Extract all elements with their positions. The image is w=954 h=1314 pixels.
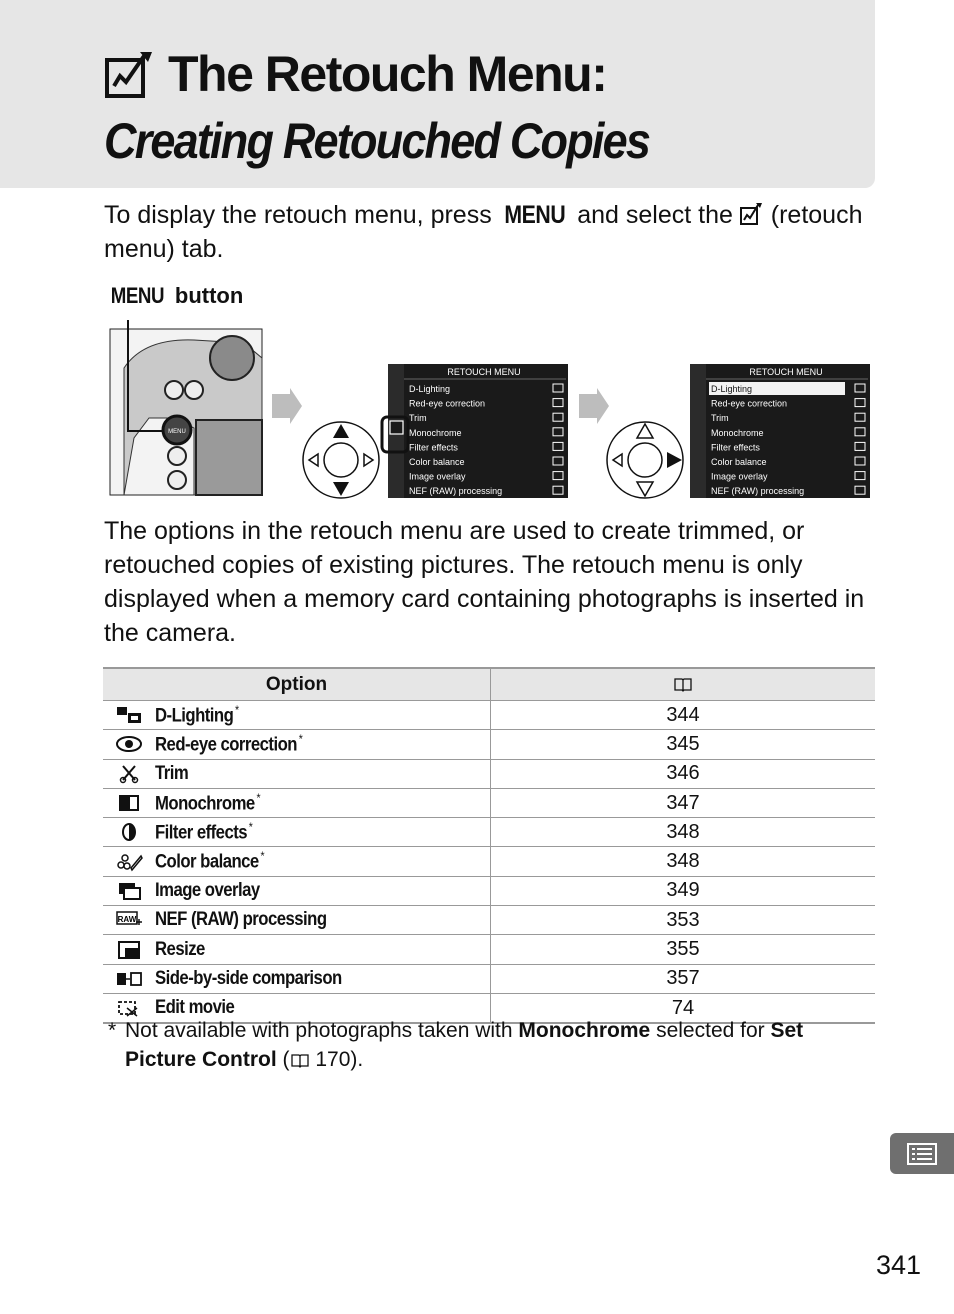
page-cell: 353: [491, 906, 876, 935]
option-note: *: [256, 790, 261, 805]
page-cell: 355: [491, 935, 876, 964]
option-label: Color balance: [155, 851, 259, 873]
option-name: [155, 820, 252, 844]
screen-menu-item: D-Lighting: [711, 384, 753, 394]
menu-button-word: MENU: [110, 283, 165, 308]
page-cell: 357: [491, 964, 876, 993]
page-cell: 346: [491, 759, 876, 788]
filter-effects-icon: [115, 822, 143, 842]
footnote-bold2: Set Picture Control: [125, 1019, 804, 1071]
screen-menu-item: Monochrome: [711, 427, 764, 438]
table-row: [103, 964, 875, 993]
option-note: *: [235, 702, 239, 717]
option-label: D-Lighting: [155, 705, 234, 727]
screen-menu-item: D-Lighting: [409, 384, 451, 394]
option-cell: [103, 759, 491, 788]
retouch-icon: [104, 48, 156, 100]
svg-text:RAW: RAW: [117, 915, 137, 925]
multi-selector-up-down: [303, 422, 379, 498]
intro-text-1: To display the retouch menu, press: [104, 201, 499, 229]
intro-text-3: (retouch menu) tab.: [104, 201, 863, 263]
trim-icon: [115, 764, 143, 784]
footnote-text: [108, 1016, 878, 1074]
option-label: Filter effects: [155, 822, 248, 844]
option-name: [155, 968, 342, 990]
lcd-screen-1: [382, 364, 568, 498]
header-page: [491, 668, 876, 701]
page-cell: 347: [491, 788, 876, 817]
title-line1-text: The Retouch Menu:: [168, 46, 607, 102]
intro-text-2: and select the: [570, 201, 740, 229]
table-row: [103, 788, 875, 817]
option-note: *: [248, 820, 253, 835]
side-by-side-icon: [115, 969, 143, 989]
footnote-star: *: [108, 1019, 117, 1042]
screen-menu-item: Trim: [711, 413, 729, 424]
option-cell: [103, 818, 491, 847]
footnote-part2: selected for: [650, 1019, 771, 1042]
option-label: Image overlay: [155, 879, 260, 901]
table-row: [103, 730, 875, 759]
page-subtitle: Creating Retouched Copies: [104, 113, 650, 169]
table-row: [103, 935, 875, 964]
resize-icon: [115, 940, 143, 960]
options-table: [103, 667, 875, 1024]
red-eye-icon: [115, 734, 143, 754]
screen-menu-item: Image overlay: [711, 471, 768, 482]
screen-menu-item: Color balance: [409, 457, 465, 467]
screen-menu-item: Filter effects: [409, 442, 458, 453]
arrow-right-icon: [272, 388, 302, 424]
option-cell: [103, 701, 491, 730]
page-cell: 74: [491, 993, 876, 1023]
page-cell: 349: [491, 876, 876, 905]
arrow-right-icon: [579, 388, 609, 424]
option-cell: [103, 847, 491, 876]
option-label: Edit movie: [155, 997, 235, 1019]
book-icon: [290, 1052, 310, 1068]
screen2-title: RETOUCH MENU: [749, 367, 823, 377]
option-label: Side-by-side comparison: [155, 967, 342, 989]
lcd-screen-2: [690, 364, 870, 498]
table-row: [103, 701, 875, 730]
option-note: *: [260, 849, 265, 864]
screen-menu-item: NEF (RAW) processing: [711, 486, 805, 497]
page-cell: 344: [491, 701, 876, 730]
camera-illustration: [104, 318, 874, 503]
multi-selector-right: [607, 422, 683, 498]
screen-menu-item: Red-eye correction: [711, 398, 788, 409]
option-cell: [103, 730, 491, 759]
option-name: [155, 880, 260, 902]
footnote-part1: Not available with photographs taken with: [125, 1019, 519, 1042]
monochrome-icon: [115, 793, 143, 813]
option-cell: [103, 906, 491, 935]
option-cell: [103, 964, 491, 993]
page-cell: 348: [491, 818, 876, 847]
screen1-title: RETOUCH MENU: [447, 367, 521, 377]
option-label: Trim: [155, 762, 189, 784]
screen-menu-item: Filter effects: [711, 442, 760, 453]
table-row: [103, 759, 875, 788]
option-note: *: [298, 732, 303, 747]
option-cell: [103, 876, 491, 905]
option-label: Monochrome: [155, 793, 255, 815]
header-option: Option: [103, 668, 491, 701]
menu-button-label: [106, 283, 243, 309]
page-cell: 345: [491, 730, 876, 759]
option-name: [155, 732, 302, 756]
option-name: [155, 763, 188, 785]
footnote-bold1: Monochrome: [518, 1019, 651, 1042]
menu-list-icon: [907, 1143, 937, 1165]
camera-menu-button-text: MENU: [168, 429, 186, 435]
menu-button-rest: button: [168, 283, 244, 308]
table-row: [103, 876, 875, 905]
nef-raw-icon: [115, 910, 143, 930]
table-row: [103, 818, 875, 847]
color-balance-icon: [115, 852, 143, 872]
footnote: [108, 1016, 878, 1074]
screen-menu-item: Trim: [409, 413, 427, 424]
page-title: [104, 42, 606, 106]
table-header-row: [103, 668, 875, 701]
camera-back-image: [110, 320, 262, 495]
menu-word: MENU: [504, 201, 565, 229]
section-tab[interactable]: [890, 1133, 954, 1174]
body-paragraph: The options in the retouch menu are used to create trimmed, or retouched copies of existing pictures. The retouch menu is only displayed when a memory card containing photographs is inserted in the camera.: [104, 517, 865, 647]
book-icon: [673, 676, 693, 692]
screen-menu-item: Red-eye correction: [409, 398, 486, 409]
intro-paragraph: [104, 198, 884, 266]
screen-menu-item: NEF (RAW) processing: [409, 486, 503, 497]
option-name: [155, 849, 264, 873]
image-overlay-icon: [115, 881, 143, 901]
option-name: [155, 791, 260, 815]
screen-menu-item: Color balance: [711, 457, 767, 467]
page-cell: 348: [491, 847, 876, 876]
page-number: 341: [876, 1250, 922, 1280]
option-cell: [103, 788, 491, 817]
option-name: [155, 939, 205, 961]
option-label: Red-eye correction: [155, 734, 297, 756]
option-label: NEF (RAW) processing: [155, 909, 327, 931]
option-cell: [103, 935, 491, 964]
table-row: [103, 847, 875, 876]
screen-menu-item: Monochrome: [409, 427, 462, 438]
option-name: [155, 909, 327, 931]
option-label: Resize: [155, 938, 205, 960]
screen-menu-item: Image overlay: [409, 471, 466, 482]
retouch-tab-icon: [740, 202, 764, 226]
footnote-page-ref: 170).: [309, 1048, 364, 1071]
d-lighting-icon: [115, 705, 143, 725]
option-name: [155, 703, 239, 727]
footnote-part3: (: [276, 1048, 290, 1071]
table-row: [103, 906, 875, 935]
